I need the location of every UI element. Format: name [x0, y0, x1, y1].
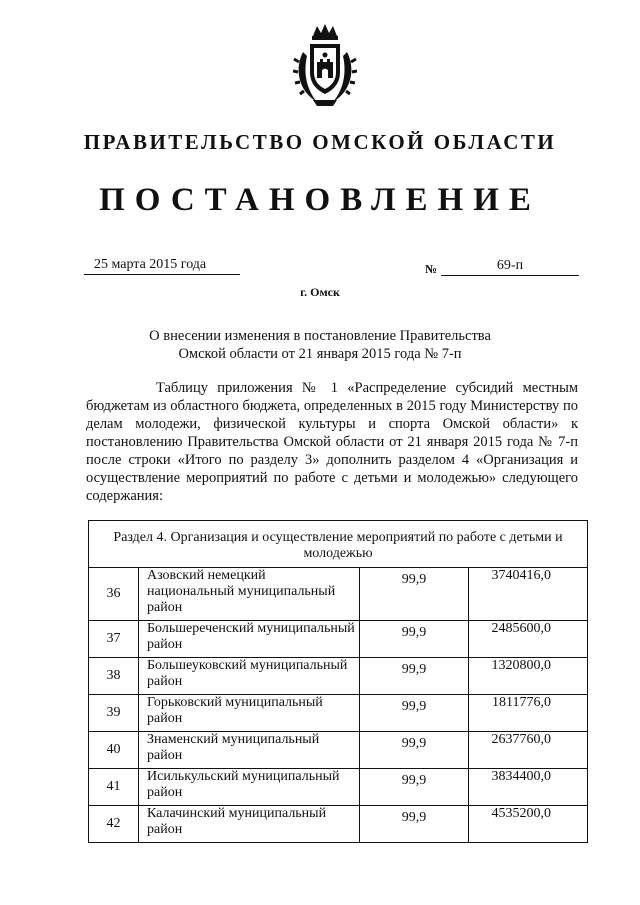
table-row: [89, 769, 588, 806]
municipality-name-cell: Горьковский муниципальный район: [139, 695, 360, 732]
row-number-cell: 37: [89, 621, 139, 658]
percent-cell: 99,9: [360, 568, 469, 621]
government-title: ПРАВИТЕЛЬСТВО ОМСКОЙ ОБЛАСТИ: [83, 130, 557, 154]
table-row: [89, 568, 588, 621]
document-type-title: ПОСТАНОВЛЕНИЕ: [99, 182, 541, 218]
row-number-cell: 42: [89, 806, 139, 843]
document-city: г. Омск: [300, 285, 340, 299]
row-number-cell: 38: [89, 658, 139, 695]
document-number: 69-п: [441, 258, 579, 276]
municipality-name-cell: Исилькульский муниципальный район: [139, 769, 360, 806]
row-number-cell: 36: [89, 568, 139, 621]
percent-cell: 99,9: [360, 769, 469, 806]
table-section-row: [89, 521, 588, 568]
row-number-cell: 40: [89, 732, 139, 769]
municipality-name-cell: Большеуковский муниципальный район: [139, 658, 360, 695]
section-title-cell: Раздел 4. Организация и осуществление мероприятий по работе с детьми и молодежью: [89, 521, 588, 568]
municipality-name-cell: Азовский немецкий национальный муниципальный район: [139, 568, 360, 621]
municipality-name-cell: Калачинский муниципальный район: [139, 806, 360, 843]
table-row: [89, 621, 588, 658]
subsidy-table: [88, 520, 588, 843]
amount-cell: 1811776,0: [469, 695, 588, 732]
body-paragraph: Таблицу приложения № 1 «Распределение субсидий местным бюджетам из областного бюджета, определенных в 2015 году Министерству по делам молодежи, физической культуры и спорта Омской области» к постановлению Правительства Омской области от 21 января 2015 года № 7-п после строки «Итого по разделу 3» дополнить разделом 4 «Организация и осуществление мероприятий по работе с детьми и молодежью» следующего содержания:: [86, 380, 578, 504]
table-row: [89, 695, 588, 732]
percent-cell: 99,9: [360, 621, 469, 658]
subject-line-1: О внесении изменения в постановление Правительства: [149, 328, 491, 344]
amount-cell: 3834400,0: [469, 769, 588, 806]
amount-cell: 2637760,0: [469, 732, 588, 769]
percent-cell: 99,9: [360, 806, 469, 843]
amount-cell: 2485600,0: [469, 621, 588, 658]
amount-cell: 4535200,0: [469, 806, 588, 843]
document-number-label: №: [425, 262, 438, 276]
table-row: [89, 658, 588, 695]
percent-cell: 99,9: [360, 695, 469, 732]
table-row: [89, 732, 588, 769]
municipality-name-cell: Большереченский муниципальный район: [139, 621, 360, 658]
row-number-cell: 39: [89, 695, 139, 732]
row-number-cell: 41: [89, 769, 139, 806]
omsk-coat-of-arms-icon: [293, 22, 357, 108]
amount-cell: 1320800,0: [469, 658, 588, 695]
amount-cell: 3740416,0: [469, 568, 588, 621]
percent-cell: 99,9: [360, 658, 469, 695]
subject-line-2: Омской области от 21 января 2015 года № 7-п: [178, 346, 462, 362]
document-date: 25 марта 2015 года: [84, 257, 240, 275]
percent-cell: 99,9: [360, 732, 469, 769]
document-subject: [120, 327, 520, 363]
table-row: [89, 806, 588, 843]
municipality-name-cell: Знаменский муниципальный район: [139, 732, 360, 769]
